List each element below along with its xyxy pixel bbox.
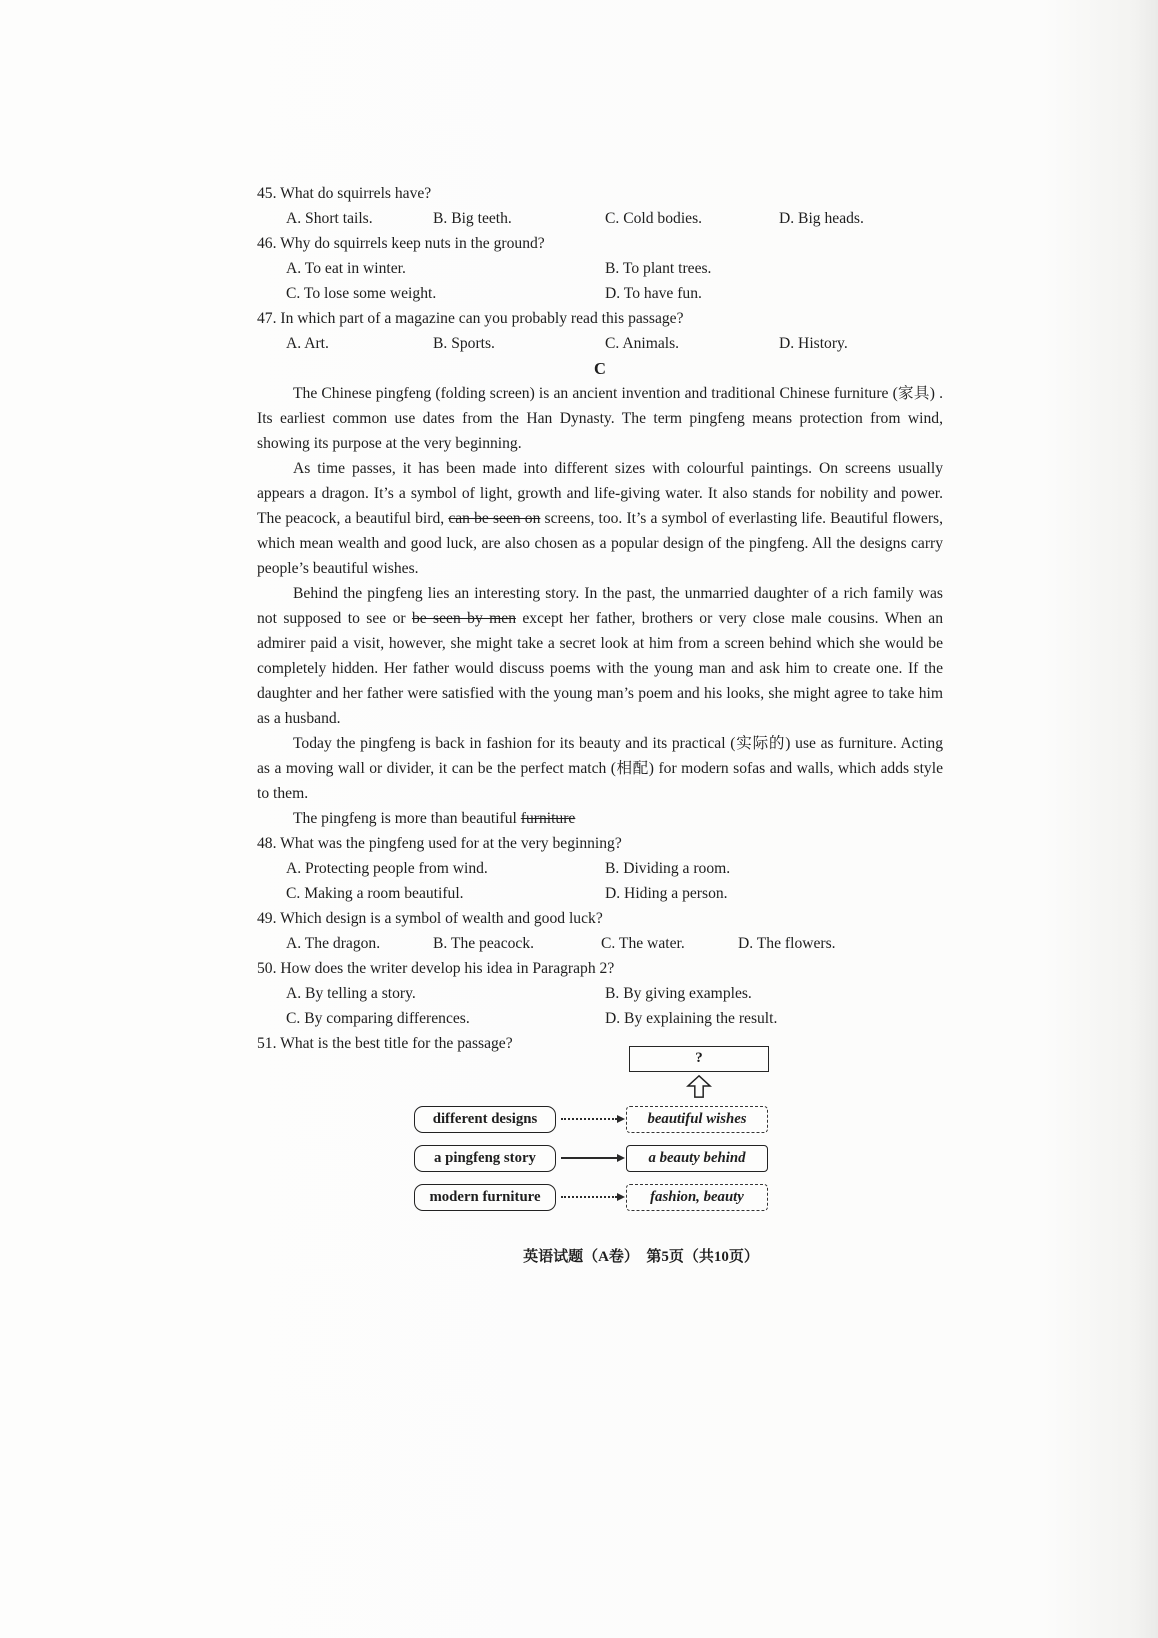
option-a: A. By telling a story. — [286, 985, 416, 1002]
question-50-stem: 50. How does the writer develop his idea in Paragraph 2? — [257, 960, 615, 977]
passage-text: except her father, brothers or very close male cousins. When an admirer paid a visit, however, she might take a secret look at him from a screen behind which she would be completely hidden. Her father would discuss poems with the young man and ask him to create one. If the daughter and her father were satisfied with the young man’s poem and his looks, she might agree to take him as a husband. — [257, 610, 944, 727]
passage-text: As time passes, it has been made into different sizes with colourful paintings. On screens usually appears a dragon. It’s a symbol of light, growth and life-giving water. It also stands for nobility and power. The peacock, a beautiful bird, — [257, 460, 943, 527]
option-b: B. Dividing a room. — [605, 860, 731, 877]
section-c-label: C — [594, 359, 606, 378]
diagram-title-box: ? — [629, 1046, 769, 1072]
page-footer: 英语试题（A卷） 第5页（共10页） — [523, 1249, 759, 1265]
option-b: B. The peacock. — [433, 935, 535, 952]
question-45-stem: 45. What do squirrels have? — [257, 185, 432, 202]
passage-text-struck: can be seen on — [448, 510, 541, 527]
passage-paragraph-2 — [257, 456, 943, 581]
question-49-options — [257, 931, 943, 956]
option-a: A. Short tails. — [286, 210, 373, 227]
diagram-right-box: beautiful wishes — [626, 1106, 768, 1133]
option-b: B. Big teeth. — [433, 210, 512, 227]
question-45 — [257, 181, 943, 231]
diagram-row-designs — [257, 1106, 943, 1133]
option-d: D. Hiding a person. — [605, 885, 728, 902]
option-b: B. To plant trees. — [605, 260, 712, 277]
diagram-left-box: different designs — [414, 1106, 556, 1133]
title-diagram — [257, 1046, 943, 1218]
question-47-stem: 47. In which part of a magazine can you probably read this passage? — [257, 310, 684, 327]
arrowhead-icon — [617, 1193, 625, 1201]
option-d: D. Big heads. — [779, 210, 864, 227]
option-d: D. The flowers. — [738, 935, 836, 952]
passage-text-struck: be seen by men — [411, 610, 516, 627]
dotted-arrow-icon — [561, 1196, 617, 1198]
passage-text: Behind the pingfeng lies an interesting story. In the past, the unmarried daughter of a rich family was not supposed to see or — [257, 585, 943, 627]
option-c: C. To lose some weight. — [286, 285, 437, 302]
question-51-stem: 51. What is the best title for the passage? — [257, 1035, 513, 1052]
option-d: D. History. — [779, 335, 848, 352]
question-46-stem: 46. Why do squirrels keep nuts in the ground? — [257, 235, 545, 252]
question-48-stem: 48. What was the pingfeng used for at the very beginning? — [257, 835, 622, 852]
diagram-left-box: modern furniture — [414, 1184, 556, 1211]
question-46-options — [257, 256, 943, 306]
passage-text: screens, too. It’s a symbol of everlasting life. Beautiful flowers, which mean wealth and good luck, are also chosen as a popular design of the pingfeng. All the designs carry people’s beautiful wishes. — [257, 510, 944, 577]
question-48 — [257, 831, 943, 906]
option-c: C. Cold bodies. — [605, 210, 703, 227]
option-c: C. By comparing differences. — [286, 1010, 470, 1027]
up-arrow-icon — [686, 1074, 712, 1107]
arrowhead-icon — [617, 1154, 625, 1162]
diagram-row-story — [257, 1145, 943, 1172]
exam-content — [257, 181, 943, 1218]
option-d: D. By explaining the result. — [605, 1010, 778, 1027]
option-b: B. By giving examples. — [605, 985, 752, 1002]
arrowhead-icon — [617, 1115, 625, 1123]
question-50 — [257, 956, 943, 1031]
question-50-options — [257, 981, 943, 1031]
passage-paragraph-4: Today the pingfeng is back in fashion for its beauty and its practical (实际的) use as furniture. Acting as a moving wall or divider, it can be the perfect match (相配) for modern sofas and walls, which adds style to them. — [257, 735, 943, 802]
option-a: A. To eat in winter. — [286, 260, 406, 277]
question-48-options — [257, 856, 943, 906]
question-47 — [257, 306, 943, 356]
passage-paragraph-3 — [257, 581, 943, 731]
option-a: A. The dragon. — [286, 935, 381, 952]
option-c: C. Animals. — [605, 335, 680, 352]
passage-paragraph-1: The Chinese pingfeng (folding screen) is an ancient invention and traditional Chinese furniture (家具) . Its earliest common use dates from the Han Dynasty. The term pingfeng means protection from wind, showing its purpose at the very beginning. — [257, 385, 943, 452]
dotted-arrow-icon — [561, 1118, 617, 1120]
diagram-left-box: a pingfeng story — [414, 1145, 556, 1172]
passage-text-struck: furniture — [520, 810, 576, 827]
solid-arrow-icon — [561, 1157, 617, 1159]
passage-text: The pingfeng is more than beautiful — [293, 810, 521, 827]
question-46 — [257, 231, 943, 306]
option-a: A. Art. — [286, 335, 329, 352]
option-a: A. Protecting people from wind. — [286, 860, 488, 877]
diagram-row-furniture — [257, 1184, 943, 1211]
diagram-right-box: fashion, beauty — [626, 1184, 768, 1211]
question-47-options — [257, 331, 943, 356]
question-49 — [257, 906, 943, 956]
option-d: D. To have fun. — [605, 285, 702, 302]
diagram-right-box: a beauty behind — [626, 1145, 768, 1172]
option-c: C. Making a room beautiful. — [286, 885, 464, 902]
question-45-options — [257, 206, 943, 231]
question-49-stem: 49. Which design is a symbol of wealth and good luck? — [257, 910, 603, 927]
option-b: B. Sports. — [433, 335, 495, 352]
passage-closing-line — [257, 806, 943, 831]
option-c: C. The water. — [601, 935, 685, 952]
